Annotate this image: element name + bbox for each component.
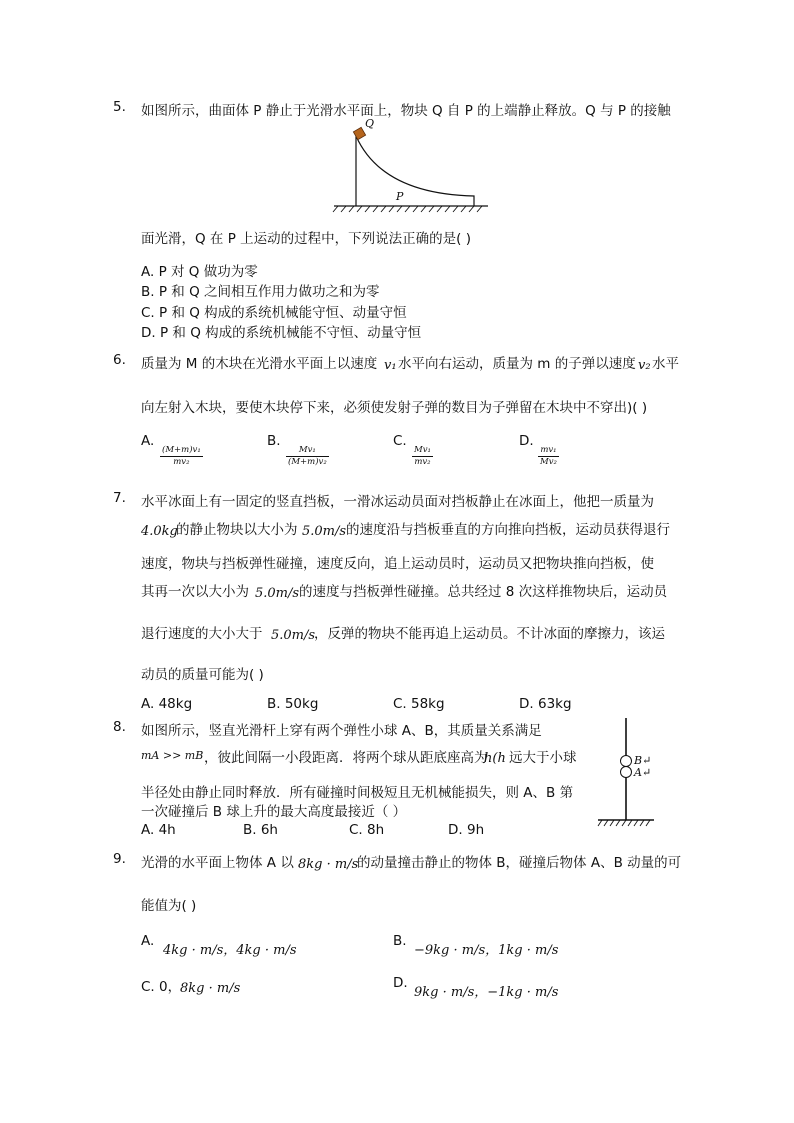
option-c: C. 8h xyxy=(349,822,385,838)
option-d: D. 63kg xyxy=(519,696,572,712)
question-number: 7. xyxy=(113,490,126,506)
question-text-part: 的静止物块以大小为 xyxy=(176,522,298,538)
math-momentum: 8kg · m/s xyxy=(298,857,359,872)
question-text-continued: 向左射入木块，要使木块停下来，必须使发射子弹的数目为子弹留在木块中不穿出)( ) xyxy=(141,400,648,416)
option-c: C. 58kg xyxy=(393,696,445,712)
question-text: 水平冰面上有一固定的竖直挡板，一滑冰运动员面对挡板静止在冰面上，他把一质量为 xyxy=(141,494,654,510)
option-c-label: C. 0， xyxy=(141,979,182,995)
question-number: 6. xyxy=(113,352,126,368)
question-text-part: 的速度沿与挡板垂直的方向推向挡板，运动员获得退行 xyxy=(346,522,670,538)
option-c-label: C. xyxy=(393,433,407,449)
question-text-part: 其再一次以大小为 xyxy=(141,584,249,600)
option-b: B. 6h xyxy=(243,822,278,838)
math-height: h(h xyxy=(484,751,506,766)
symbol-v2: v₂ xyxy=(638,358,651,373)
option-a-label: A. xyxy=(141,433,155,449)
option-c: C. P 和 Q 构成的系统机械能守恒、动量守恒 xyxy=(141,305,407,321)
math-mass-relation: mA >> mB xyxy=(141,749,204,762)
question-text-part: 光滑的水平面上物体 A 以 xyxy=(141,855,294,871)
question-number: 8. xyxy=(113,719,126,735)
option-a-label: A. xyxy=(141,933,155,949)
math-speed: 5.0m/s xyxy=(302,524,347,539)
question-text-part: 速度，物块与挡板弹性碰撞，速度反向，追上运动员时，运动员又把物块推向挡板，使 xyxy=(141,556,654,572)
question-text-part: ，反弹的物块不能再追上运动员。不计冰面的摩擦力，该运 xyxy=(314,626,665,642)
math-speed: 5.0m/s xyxy=(255,586,300,601)
option-b-value: −9kg · m/s，1kg · m/s xyxy=(414,943,559,958)
math-speed: 5.0m/s xyxy=(271,628,316,643)
question-text-part: 远大于小球 xyxy=(509,750,577,766)
figure-label-q: Q xyxy=(365,117,375,130)
option-c-fraction: $\frac{\text{Mv₁}}{\text{mv₂}}$ xyxy=(414,445,431,467)
option-a: A. 4h xyxy=(141,822,176,838)
question-text-part: ，彼此间隔一小段距离．将两个球从距底座高为 xyxy=(204,750,488,766)
figure-label-b: B↵ xyxy=(634,754,652,767)
question-text-part: 动员的质量可能为( ) xyxy=(141,667,264,683)
option-b-fraction: $\frac{\text{Mv₁}}{\text{(M+m)v₂}}$ xyxy=(288,445,327,467)
question-text-part: 水平向右运动，质量为 m 的子弹以速度 xyxy=(398,356,636,372)
option-d: D. P 和 Q 构成的系统机械能不守恒、动量守恒 xyxy=(141,325,422,341)
option-a: A. P 对 Q 做功为零 xyxy=(141,264,258,280)
option-b: B. 50kg xyxy=(267,696,319,712)
option-a: A. 48kg xyxy=(141,696,193,712)
option-d-fraction: $\frac{\text{mv₁}}{\text{Mv₂}}$ xyxy=(540,445,557,467)
question-text: 如图所示，曲面体 P 静止于光滑水平面上，物块 Q 自 P 的上端静止释放。Q 与 P 的接触 xyxy=(141,103,671,119)
question-number: 5. xyxy=(113,99,126,115)
question-text-part: 的动量撞击静止的物体 B，碰撞后物体 A、B 动量的可 xyxy=(357,855,682,871)
math-mass: 4.0kg xyxy=(141,524,178,539)
symbol-v1: v₁ xyxy=(384,358,397,373)
option-b-label: B. xyxy=(393,933,407,949)
option-d-label: D. xyxy=(519,433,534,449)
question-number: 9. xyxy=(113,851,126,867)
option-b-label: B. xyxy=(267,433,281,449)
option-b: B. P 和 Q 之间相互作用力做功之和为零 xyxy=(141,284,380,300)
question-text-part: 一次碰撞后 B 球上升的最大高度最接近（ ） xyxy=(141,804,407,820)
question-text-part: 的速度与挡板弹性碰撞。总共经过 8 次这样推物块后，运动员 xyxy=(299,584,668,600)
question-text-part: 半径处由静止同时释放．所有碰撞时间极短且无机械能损失，则 A、B 第 xyxy=(141,785,574,801)
option-d: D. 9h xyxy=(448,822,485,838)
curved-block-figure xyxy=(330,118,490,214)
option-c-value: 8kg · m/s xyxy=(180,981,241,996)
option-a-fraction: $\frac{\text{(M+m)v₁}}{\text{mv₂}}$ xyxy=(162,445,201,467)
question-text-part: 退行速度的大小大于 xyxy=(141,626,263,642)
option-a-value: 4kg · m/s，4kg · m/s xyxy=(163,943,297,958)
option-d-value: 9kg · m/s，−1kg · m/s xyxy=(414,985,559,1000)
option-d-label: D. xyxy=(393,975,408,991)
question-text-continued: 能值为( ) xyxy=(141,898,197,914)
figure-label-a: A↵ xyxy=(634,766,652,779)
question-text-continued: 面光滑，Q 在 P 上运动的过程中，下列说法正确的是( ) xyxy=(141,231,471,247)
question-text-part: 质量为 M 的木块在光滑水平面上以速度 xyxy=(141,356,378,372)
question-text: 如图所示，竖直光滑杆上穿有两个弹性小球 A、B，其质量关系满足 xyxy=(141,723,542,739)
question-text-part: 水平 xyxy=(652,356,679,372)
figure-label-p: P xyxy=(396,190,404,203)
